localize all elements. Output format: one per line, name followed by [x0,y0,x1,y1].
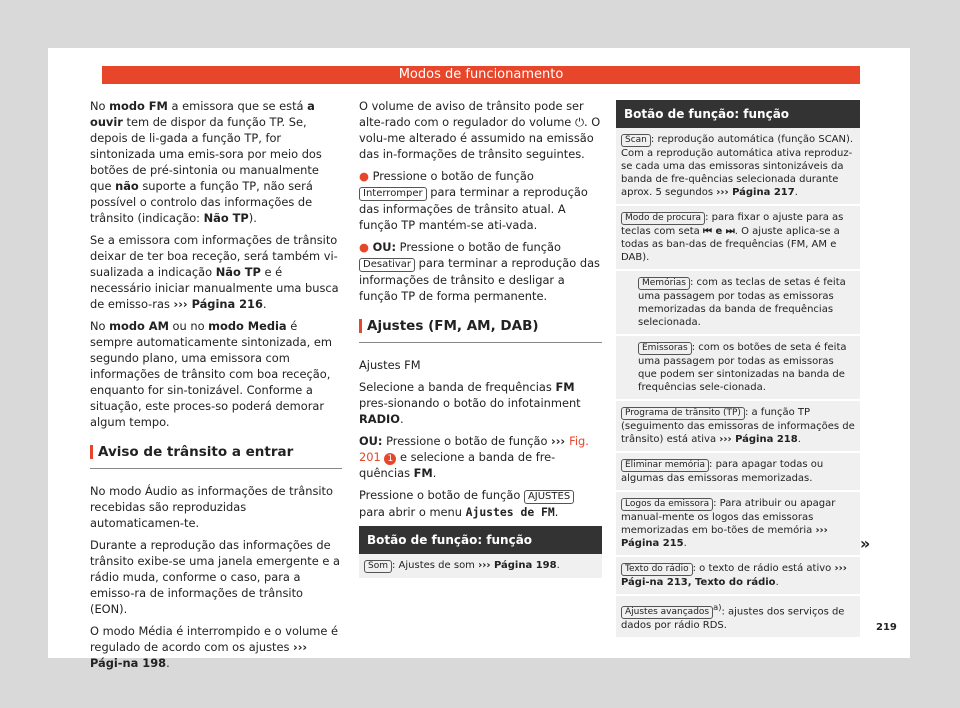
section-heading: Aviso de trânsito a entrar [90,444,342,469]
column-left [90,98,342,677]
page [48,48,910,670]
table-row: Emissoras : com os botões de seta é feita uma passagem por todas as emissoras que podem ser sintonizadas na banda de frequências sele-cionada. [616,336,860,401]
paragraph: No modo Áudio as informações de trânsito recebidas são reproduzidas automaticamen-te. [90,484,333,530]
page-link[interactable]: ››› Página 216 [173,297,263,311]
paragraph: No modo FM a emissora que se está a ouvir tem de dispor da função TP. Se, depois de li-gada a função TP, for sintonizada uma emis-sora por meio dos botões de pré-sintonia ou manualmente que não suporte a função TP, não será possível o controlo das informações de trânsito (indicação: Não TP). [90,99,322,225]
table-row: Ajustes avançados$^{a)}$: ajustes dos serviços de dados por rádio RDS. [616,596,860,639]
column-middle [359,98,602,580]
callout-number: 1 [384,453,396,465]
paragraph: O modo Média é interrompido e o volume é regulado de acordo com os ajustes ››› Pági-na 198. [90,624,339,670]
bullet-item: ● OU: Pressione o botão de função Desativar para terminar a reprodução das informações de trânsito e desligar a função TP de forma permanente. [359,240,600,303]
paragraph: Durante a reprodução das informações de trânsito exibe-se uma janela emergente e a rádio muda, conforme o caso, para a emisso-ra de informações de trânsito (EON). [90,538,340,616]
section-heading: Ajustes (FM, AM, DAB) [359,318,602,343]
table-row: Scan : reprodução automática (função SCAN). Com a reprodução automática ativa reproduz-se cada uma das emissoras sintonizáveis da banda de fre-quências selecionada durante aprox. 5 segundos ››› Página 217. [616,128,860,206]
desativar-key: Desativar [359,258,415,272]
paragraph: No modo AM ou no modo Media é sempre automaticamente sintonizada, em segundo plano, uma emissora com informações de trânsito com boa receção, enquanto for sin-tonizável. Conforme a situação, este proces-so poderá demorar algum tempo. [90,319,332,429]
paragraph: Selecione a banda de frequências FM pres-sionando o botão do infotainment RADIO. [359,380,581,426]
table-row: Texto do rádio : o texto de rádio está ativo ››› Pági-na 213, Texto do rádio. [616,557,860,596]
table-row: Memórias : com as teclas de setas é feita uma passagem por todas as emissoras memorizadas da banda de frequências selecionada. [616,271,860,336]
figure-link[interactable]: Fig. 201 [359,434,589,464]
table-row: Logos da emissora : Para atribuir ou apagar manual-mente os logos das emissoras memorizadas em bo-tões de memória ››› Página 215. [616,492,860,557]
table-header: Botão de função: função [616,100,860,128]
paragraph: Se a emissora com informações de trânsito deixar de ter boa receção, será também vi-sualizada a indicação Não TP e é necessário iniciar manualmente uma busca de emisso-ras ››› Página 216. [90,233,339,311]
table-row: Modo de procura : para fixar o ajuste para as teclas com seta ⏮ e ⏭. O ajuste aplica-se a todas as ban-das de frequências (FM, AM e DAB). [616,206,860,271]
continue-marker: » [860,534,871,553]
page-number: 219 [876,622,897,633]
paragraph: Pressione o botão de função AJUSTES para abrir o menu Ajustes de FM. [359,487,602,520]
ajustes-key: AJUSTES [524,490,574,504]
chapter-banner: Modos de funcionamento [102,66,860,84]
table-row: Som : Ajustes de som ››› Página 198. [359,554,602,580]
paragraph: O volume de aviso de trânsito pode ser alte-rado com o regulador do volume ⏻. O volu-me alterado é assumido na emissão das in-formações de trânsito seguintes. [359,99,601,161]
paragraph: OU: Pressione o botão de função ››› Fig. 201 1 e selecione a banda de fre-quências FM. [359,434,589,480]
table-header: Botão de função: função [359,526,602,554]
arrow-keys-icon: ⏮ e ⏭ [703,226,735,237]
paragraph: Ajustes FM [359,358,421,372]
bullet-item: ● Pressione o botão de função Interromper para terminar a reprodução das informações de trânsito atual. A função TP mantém-se ati-vada. [359,169,588,232]
volume-knob-icon: ⏻ [574,115,584,129]
radio-button-label: RADIO [359,412,400,426]
table-row: Eliminar memória : para apagar todas ou algumas das emissoras memorizadas. [616,453,860,492]
interromper-key: Interromper [359,187,427,201]
page-link[interactable]: ››› Pági-na 198 [90,640,308,670]
table-row: Programa de trânsito (TP) : a função TP (seguimento das emissoras de informações de trânsito) está ativa ››› Página 218. [616,401,860,453]
column-right [616,100,860,639]
